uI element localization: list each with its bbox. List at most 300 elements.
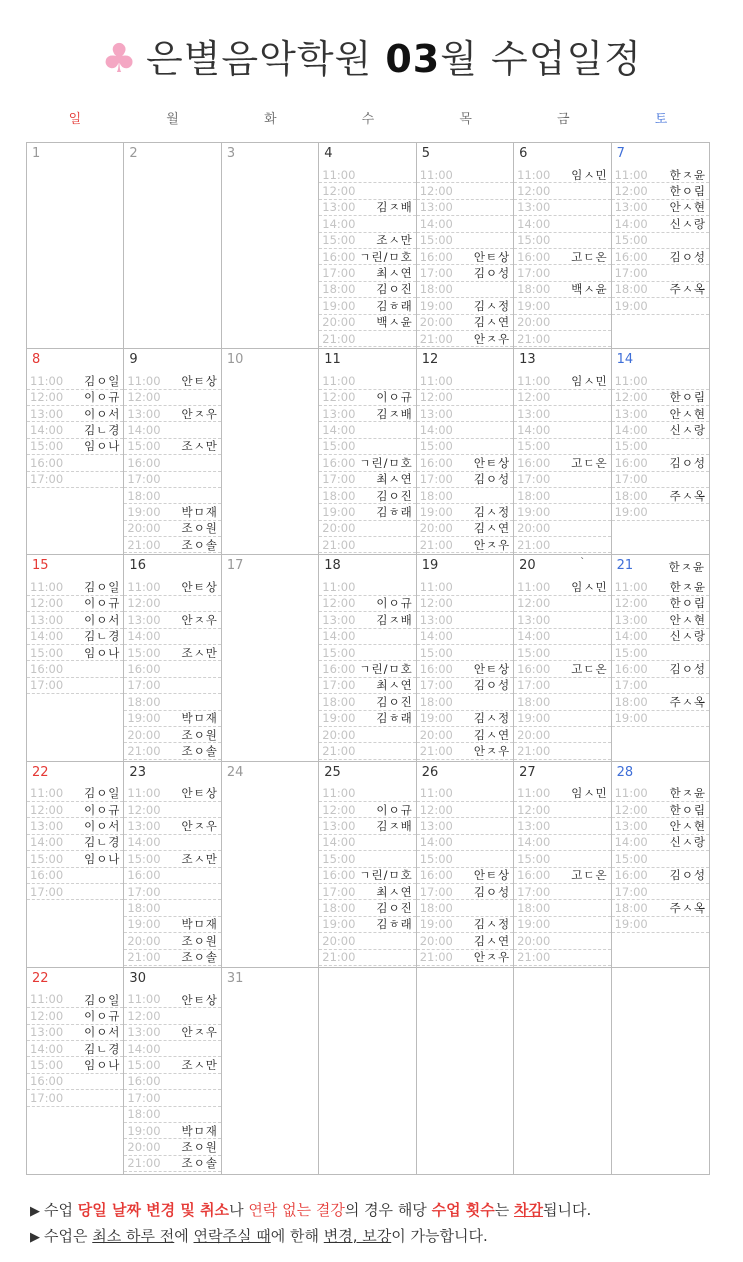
- day-cell: [27, 555, 124, 761]
- slot-student: 김ㅇ진: [376, 694, 413, 709]
- time-slots: [124, 373, 220, 553]
- slot-time: 15:00: [614, 233, 648, 248]
- slot-student: 최ㅅ연: [376, 266, 413, 281]
- time-slot: [27, 661, 123, 677]
- time-slots: [27, 373, 123, 488]
- time-slot: [27, 786, 123, 802]
- slot-time: 12:00: [127, 390, 161, 405]
- slot-student: 김ㅇ성: [669, 249, 706, 264]
- day-cell: [222, 349, 319, 555]
- day-number: 1: [32, 146, 41, 161]
- time-slot: [612, 167, 709, 183]
- time-slot: [124, 472, 220, 488]
- time-slot: [124, 884, 220, 900]
- slot-time: 13:00: [419, 200, 453, 215]
- slot-student: 김ㄴ경: [84, 629, 121, 644]
- time-slot: [514, 249, 610, 265]
- time-slot: [417, 694, 513, 710]
- slot-time: 11:00: [127, 580, 161, 595]
- time-slot: [514, 373, 610, 389]
- time-slot: [612, 504, 709, 520]
- time-slot: [319, 694, 415, 710]
- day-number: 17: [226, 558, 244, 574]
- slot-time: 20:00: [419, 315, 453, 330]
- time-slots: [612, 786, 709, 934]
- slot-student: 임ㅅ민: [571, 786, 608, 801]
- time-slot: [27, 406, 123, 422]
- time-slot: [417, 315, 513, 331]
- slot-time: 17:00: [127, 1090, 161, 1105]
- day-cell: [514, 349, 611, 555]
- time-slot: [514, 933, 610, 949]
- time-slot: [612, 802, 709, 818]
- day-number: 12: [421, 352, 439, 368]
- slot-time: 20:00: [127, 1140, 161, 1154]
- time-slot: [124, 1139, 220, 1155]
- slot-time: 17:00: [322, 884, 356, 899]
- slot-time: 18:00: [322, 488, 356, 503]
- time-slot: [124, 537, 220, 553]
- slot-student: 김ㄴ경: [84, 423, 121, 438]
- day-number: 6: [519, 146, 528, 161]
- slot-student: 조ㅇ원: [181, 933, 218, 948]
- slot-time: 20:00: [322, 933, 356, 948]
- time-slot: [319, 835, 415, 851]
- slot-student: 안ㅌ상: [473, 662, 511, 677]
- slot-student: 박ㅁ재: [181, 505, 218, 520]
- slot-time: 18:00: [517, 901, 551, 916]
- time-slot: [514, 917, 610, 933]
- day-number: 5: [421, 146, 430, 161]
- day-cell: [612, 555, 709, 761]
- slot-student: 안ㅌ상: [473, 249, 511, 264]
- time-slot: [417, 802, 513, 818]
- time-slot: [514, 835, 610, 851]
- slot-student: 김ㅈ배: [376, 406, 413, 421]
- slot-time: 17:00: [419, 884, 453, 899]
- slot-time: 17:00: [30, 1090, 64, 1105]
- slot-time: 13:00: [127, 406, 161, 421]
- time-slot: [514, 851, 610, 867]
- time-slot: [319, 884, 415, 900]
- slot-time: 13:00: [30, 406, 64, 421]
- slot-student: 조ㅅ만: [376, 233, 413, 248]
- slot-student: 조ㅇ솔: [181, 744, 218, 758]
- slot-time: 18:00: [517, 488, 551, 503]
- slot-time: 17:00: [614, 472, 648, 487]
- time-slot: [514, 315, 610, 331]
- slot-student: 고ㄷ온: [571, 868, 608, 883]
- slot-student: 이ㅇ규: [84, 1008, 121, 1023]
- time-slot: [319, 488, 415, 504]
- time-slot: [124, 868, 220, 884]
- time-slot: [27, 1041, 123, 1057]
- time-slot: [514, 678, 610, 694]
- slot-student: 한ㅇ림: [669, 390, 706, 405]
- time-slot: [514, 868, 610, 884]
- time-slot: [124, 1090, 220, 1106]
- time-slot: [319, 183, 415, 199]
- time-slot: [612, 282, 709, 298]
- time-slot: [319, 596, 415, 612]
- slot-time: 13:00: [419, 406, 453, 421]
- time-slot: [514, 884, 610, 900]
- slot-student: 김ㅅ연: [473, 521, 511, 536]
- slot-student: ㄱ린/ㅁ호: [359, 662, 413, 677]
- slot-time: 20:00: [127, 521, 161, 536]
- slot-time: 16:00: [614, 455, 648, 470]
- time-slot: [417, 596, 513, 612]
- slot-time: 20:00: [419, 933, 453, 948]
- slot-time: 12:00: [614, 390, 648, 405]
- time-slots: [417, 786, 513, 966]
- day-cell: [222, 555, 319, 761]
- time-slot: [417, 537, 513, 553]
- slot-time: 17:00: [322, 472, 356, 487]
- slot-time: 12:00: [127, 802, 161, 817]
- slot-student: 김ㅎ래: [376, 505, 413, 520]
- time-slot: [27, 1008, 123, 1024]
- time-slot: [124, 835, 220, 851]
- slot-student: 김ㅇ일: [84, 580, 121, 595]
- slot-time: 15:00: [614, 439, 648, 454]
- slot-time: 15:00: [517, 851, 551, 866]
- time-slot: [612, 422, 709, 438]
- time-slot: [514, 727, 610, 743]
- slot-student: 김ㅇ성: [473, 472, 511, 487]
- time-slot: [612, 472, 709, 488]
- slot-time: 20:00: [322, 315, 356, 330]
- time-slot: [514, 488, 610, 504]
- slot-time: 13:00: [322, 200, 356, 215]
- time-slot: [612, 390, 709, 406]
- time-slot: [27, 422, 123, 438]
- weekday-sat: 토: [654, 112, 668, 127]
- slot-time: 21:00: [419, 537, 453, 552]
- slot-student: 안ㅅ현: [669, 406, 706, 421]
- time-slot: [27, 992, 123, 1008]
- time-slots: [319, 373, 415, 553]
- slot-student: 조ㅅ만: [181, 645, 218, 660]
- day-cell: [124, 555, 221, 761]
- slot-student: 김ㅈ배: [376, 200, 413, 215]
- slot-student: 주ㅅ옥: [669, 282, 706, 297]
- slot-student: 안ㅅ현: [669, 819, 706, 834]
- day-number: 13: [519, 352, 536, 368]
- time-slot: [417, 579, 513, 595]
- slot-student: 신ㅅ랑: [669, 629, 706, 644]
- slot-time: 18:00: [614, 901, 648, 916]
- time-slot: [124, 661, 220, 677]
- slot-time: 11:00: [419, 167, 453, 182]
- stray-mark: `: [580, 557, 586, 569]
- time-slot: [319, 455, 415, 471]
- slot-time: 14:00: [517, 835, 551, 850]
- day-cell: [612, 143, 709, 349]
- slot-time: 11:00: [517, 167, 551, 182]
- slot-student: 이ㅇ규: [376, 802, 413, 817]
- slot-time: 12:00: [614, 802, 648, 817]
- slot-student: 김ㅇ성: [669, 662, 706, 677]
- weekday-thu: 목: [459, 112, 472, 127]
- slot-time: 16:00: [614, 662, 648, 677]
- slot-time: 16:00: [322, 868, 356, 883]
- time-slot: [612, 233, 709, 249]
- time-slots: [417, 373, 513, 553]
- slot-time: 15:00: [322, 645, 356, 660]
- time-slot: [514, 504, 610, 520]
- time-slot: [124, 950, 220, 966]
- weekday-sun: 일: [68, 112, 82, 127]
- time-slot: [514, 661, 610, 677]
- slot-time: 15:00: [614, 851, 648, 866]
- arrow-right-icon: ▶: [30, 1204, 40, 1219]
- time-slot: [612, 900, 709, 916]
- time-slot: [514, 233, 610, 249]
- slot-student: 김ㅈ배: [376, 819, 413, 834]
- slot-time: 14:00: [127, 423, 161, 438]
- time-slots: [612, 579, 709, 727]
- time-slots: [514, 579, 610, 759]
- time-slot: [612, 711, 709, 727]
- slot-time: 16:00: [517, 249, 551, 264]
- time-slot: [27, 851, 123, 867]
- day-number: 18: [324, 558, 341, 574]
- slot-time: 21:00: [517, 950, 551, 965]
- notes: [30, 1198, 591, 1250]
- slot-time: 11:00: [30, 786, 64, 801]
- slot-student: 김ㅇ성: [669, 868, 706, 883]
- time-slots: [27, 786, 123, 901]
- slot-time: 11:00: [127, 786, 161, 801]
- time-slots: [124, 786, 220, 966]
- time-slot: [124, 629, 220, 645]
- slot-time: 12:00: [614, 596, 648, 611]
- day-cell: [319, 762, 416, 968]
- slot-student: 김ㅇ일: [84, 786, 121, 801]
- time-slot: [124, 786, 220, 802]
- time-slot: [417, 200, 513, 216]
- time-slot: [612, 298, 709, 314]
- time-slot: [319, 200, 415, 216]
- day-number: 22: [32, 764, 49, 780]
- time-slot: [417, 282, 513, 298]
- slot-time: 12:00: [419, 390, 453, 405]
- time-slot: [417, 950, 513, 966]
- time-slot: [124, 1123, 220, 1139]
- slot-time: 11:00: [30, 992, 64, 1007]
- slot-time: 18:00: [127, 901, 161, 916]
- slot-student: 이ㅇ규: [376, 596, 413, 611]
- time-slot: [514, 694, 610, 710]
- time-slot: [319, 521, 415, 537]
- day-cell: [222, 143, 319, 349]
- time-slot: [27, 1025, 123, 1041]
- slot-student: 안ㅈ우: [181, 1025, 218, 1040]
- slot-time: 13:00: [517, 819, 551, 834]
- slot-time: 11:00: [322, 373, 356, 388]
- slot-student: 박ㅁ재: [181, 1123, 218, 1138]
- slot-student: 조ㅇ솔: [181, 537, 218, 552]
- day-cell: [319, 968, 416, 1174]
- slot-time: 20:00: [419, 521, 453, 536]
- slot-time: 17:00: [517, 678, 551, 693]
- day-number: 25: [324, 764, 341, 780]
- time-slot: [124, 373, 220, 389]
- month-number: 03: [385, 37, 441, 81]
- slot-time: 18:00: [127, 1107, 161, 1122]
- time-slot: [319, 233, 415, 249]
- time-slot: [124, 917, 220, 933]
- time-slot: [514, 265, 610, 281]
- time-slot: [514, 537, 610, 553]
- slot-time: 19:00: [517, 711, 551, 726]
- slot-time: 18:00: [614, 282, 648, 297]
- slot-time: 19:00: [127, 711, 161, 726]
- slot-time: 18:00: [517, 282, 551, 297]
- slot-student: 백ㅅ윤: [376, 315, 413, 330]
- time-slot: [612, 678, 709, 694]
- time-slot: [27, 439, 123, 455]
- time-slot: [124, 933, 220, 949]
- time-slot: [319, 298, 415, 314]
- day-cell: [612, 968, 709, 1174]
- slot-time: 14:00: [30, 1041, 64, 1056]
- slot-time: 18:00: [614, 694, 648, 709]
- time-slot: [124, 1025, 220, 1041]
- time-slots: [514, 786, 610, 966]
- time-slot: [319, 661, 415, 677]
- slot-student: 조ㅇ원: [181, 727, 218, 742]
- day-cell: [319, 555, 416, 761]
- time-slot: [417, 711, 513, 727]
- slot-time: 17:00: [322, 266, 356, 281]
- time-slot: [319, 612, 415, 628]
- time-slots: [124, 579, 220, 759]
- day-cell: [612, 762, 709, 968]
- slot-time: 11:00: [30, 373, 64, 388]
- time-slot: [612, 851, 709, 867]
- day-cell: [417, 968, 514, 1174]
- slot-time: 15:00: [30, 851, 64, 866]
- time-slot: [319, 786, 415, 802]
- slot-time: 15:00: [517, 439, 551, 454]
- slot-time: 17:00: [614, 266, 648, 281]
- time-slot: [417, 249, 513, 265]
- slot-student: 김ㅅ연: [473, 933, 511, 948]
- time-slot: [514, 216, 610, 232]
- time-slot: [612, 249, 709, 265]
- slot-student: 안ㅌ상: [181, 373, 218, 388]
- time-slot: [124, 488, 220, 504]
- time-slot: [612, 579, 709, 595]
- slot-time: 15:00: [322, 851, 356, 866]
- slot-time: 12:00: [127, 596, 161, 611]
- time-slot: [27, 1074, 123, 1090]
- time-slot: [27, 884, 123, 900]
- slot-student: 김ㅇ진: [376, 488, 413, 503]
- slot-student: 이ㅇ규: [84, 596, 121, 611]
- time-slot: [514, 818, 610, 834]
- day-cell: [417, 143, 514, 349]
- slot-time: 12:00: [30, 1008, 64, 1023]
- slot-time: 20:00: [322, 727, 356, 742]
- slot-student: 김ㅈ배: [376, 612, 413, 627]
- slot-time: 14:00: [517, 216, 551, 231]
- time-slot: [612, 868, 709, 884]
- time-slot: [124, 579, 220, 595]
- day-cell: [27, 968, 124, 1174]
- slot-time: 16:00: [419, 249, 453, 264]
- weekday-tue: 화: [263, 112, 277, 127]
- time-slot: [27, 1090, 123, 1106]
- time-slot: [124, 1057, 220, 1073]
- day-cell: [27, 762, 124, 968]
- slot-time: 18:00: [517, 694, 551, 709]
- slot-time: 17:00: [419, 472, 453, 487]
- time-slot: [27, 390, 123, 406]
- slot-time: 12:00: [322, 596, 356, 611]
- slot-student: 이ㅇ서: [84, 406, 121, 421]
- slot-student: 조ㅅ만: [181, 1058, 218, 1073]
- slot-time: 16:00: [322, 662, 356, 677]
- slot-time: 14:00: [419, 629, 453, 644]
- slot-time: 20:00: [322, 521, 356, 536]
- slot-time: 13:00: [127, 819, 161, 834]
- slot-student: 조ㅇ솔: [181, 950, 218, 965]
- slot-time: 17:00: [127, 678, 161, 693]
- time-slot: [514, 786, 610, 802]
- slot-time: 15:00: [127, 645, 161, 660]
- slot-time: 16:00: [614, 868, 648, 883]
- slot-time: 12:00: [127, 1008, 161, 1023]
- time-slot: [124, 678, 220, 694]
- slot-time: 14:00: [517, 423, 551, 438]
- time-slot: [27, 678, 123, 694]
- day-cell: [27, 349, 124, 555]
- time-slot: [319, 818, 415, 834]
- time-slot: [514, 390, 610, 406]
- time-slots: [319, 786, 415, 966]
- time-slot: [27, 455, 123, 471]
- slot-student: 김ㅅ정: [473, 298, 511, 313]
- slot-student: 신ㅅ랑: [669, 216, 706, 231]
- slot-time: 18:00: [419, 282, 453, 297]
- slot-time: 16:00: [127, 455, 161, 470]
- day-cell: [514, 143, 611, 349]
- time-slot: [612, 629, 709, 645]
- slot-time: 14:00: [517, 629, 551, 644]
- slot-time: 14:00: [322, 216, 356, 231]
- slot-time: 11:00: [30, 580, 64, 595]
- time-slot: [27, 1057, 123, 1073]
- slot-time: 17:00: [322, 678, 356, 693]
- slot-student: 안ㅅ현: [669, 200, 706, 215]
- slot-student: 안ㅈ우: [181, 819, 218, 834]
- slot-time: 13:00: [127, 612, 161, 627]
- day-cell: [417, 555, 514, 761]
- slot-time: 16:00: [517, 868, 551, 883]
- slot-student: 이ㅇ서: [84, 612, 121, 627]
- slot-time: 19:00: [419, 711, 453, 726]
- slot-time: 17:00: [127, 472, 161, 487]
- slot-time: 17:00: [30, 678, 64, 693]
- day-number: 16: [129, 558, 146, 574]
- slot-time: 18:00: [614, 488, 648, 503]
- time-slot: [417, 917, 513, 933]
- slot-student: 한ㅇ림: [669, 184, 706, 199]
- slot-time: 13:00: [30, 612, 64, 627]
